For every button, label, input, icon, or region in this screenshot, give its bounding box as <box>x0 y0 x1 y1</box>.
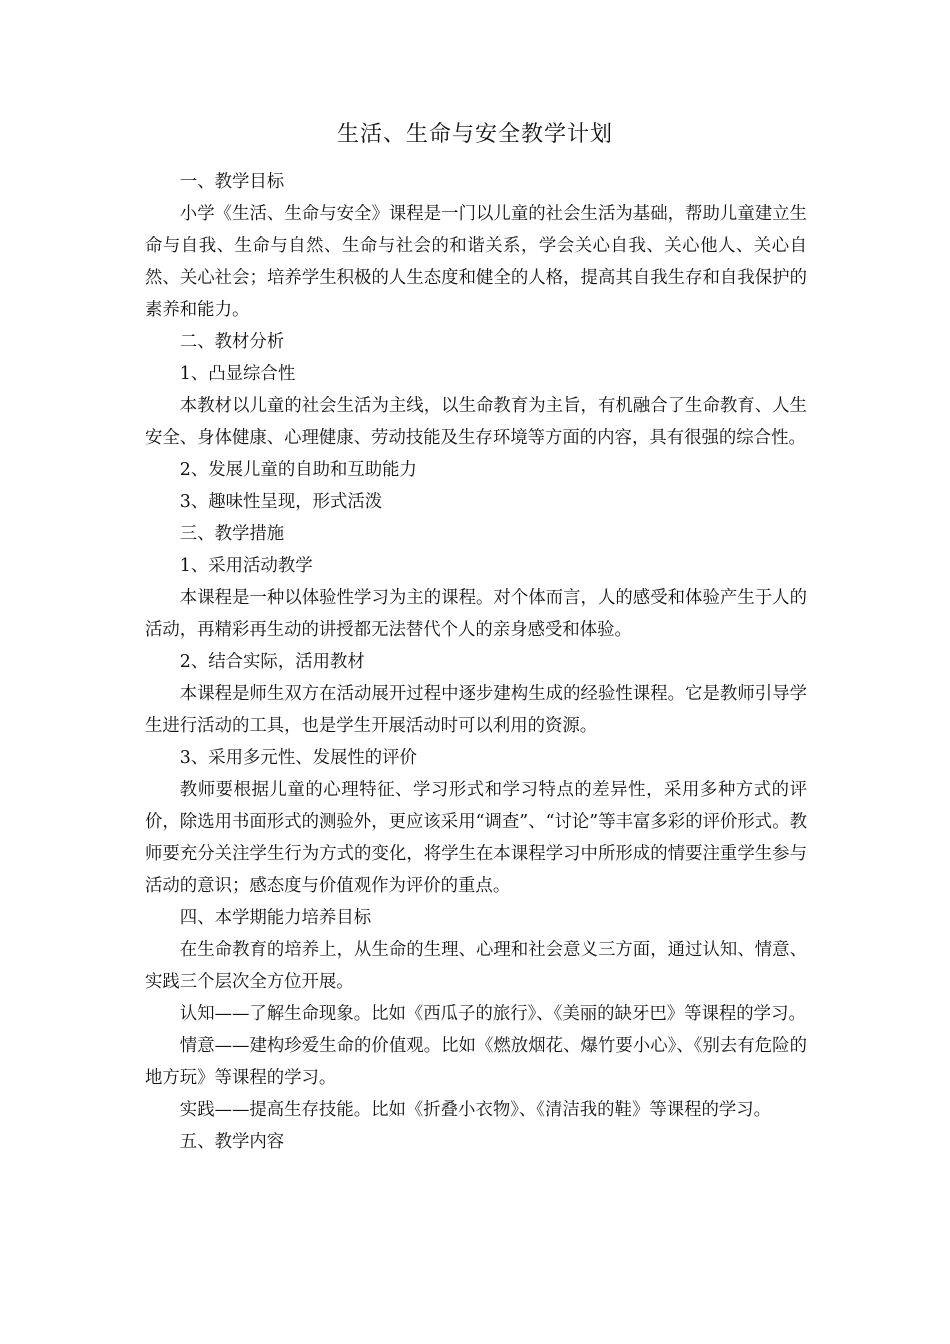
paragraph-practical: 本课程是师生双方在活动展开过程中逐步建构生成的经验性课程。它是教师引导学生进行活动的工具，也是学生开展活动时可以利用的资源。 <box>145 684 807 736</box>
subheading-activity-teaching: 1、采用活动教学 <box>179 556 313 576</box>
subheading-evaluation: 3、采用多元性、发展性的评价 <box>179 748 417 768</box>
paragraph-activity-teaching: 本课程是一种以体验性学习为主的课程。对个体而言，人的感受和体验产生于人的活动，再精彩再生动的讲授都无法替代个人的亲身感受和体验。 <box>145 588 807 640</box>
paragraph-cognition: 认知——了解生命现象。比如《西瓜子的旅行》、《美丽的缺牙巴》等课程的学习。 <box>179 1004 806 1024</box>
paragraph-practice: 实践——提高生存技能。比如《折叠小衣物》、《清洁我的鞋》等课程的学习。 <box>179 1100 772 1120</box>
paragraph-ability-goals: 在生命教育的培养上，从生命的生理、心理和社会意义三方面，通过认知、情意、实践三个层次全方位开展。 <box>145 940 807 992</box>
paragraph-comprehensive: 本教材以儿童的社会生活为主线，以生命教育为主旨，有机融合了生命教育、人生安全、身体健康、心理健康、劳动技能及生存环境等方面的内容，具有很强的综合性。 <box>145 396 807 448</box>
heading-teaching-content: 五、教学内容 <box>179 1132 285 1152</box>
document-title: 生活、生命与安全教学计划 <box>336 122 613 147</box>
paragraph-evaluation: 教师要根据儿童的心理特征、学习形式和学习特点的差异性，采用多种方式的评价，除选用书面形式的测验外，更应该采用“调查”、“讨论”等丰富多彩的评价形式。教师要充分关注学生行为方式的变化，将学生在本课程学习中所形成的情要注重学生参与活动的意识；感态度与价值观作为评价的重点。 <box>145 780 807 896</box>
heading-ability-goals: 四、本学期能力培养目标 <box>179 908 372 928</box>
paragraph-emotion: 情意——建构珍爱生命的价值观。比如《燃放烟花、爆竹要小心》、《别去有危险的地方玩》等课程的学习。 <box>145 1036 807 1088</box>
heading-teaching-goals: 一、教学目标 <box>179 172 285 192</box>
subheading-practical: 2、结合实际，活用教材 <box>179 652 365 672</box>
paragraph-course-intro: 小学《生活、生命与安全》课程是一门以儿童的社会生活为基础，帮助儿童建立生命与自我、生命与自然、生命与社会的和谐关系，学会关心自我、关心他人、关心自然、关心社会；培养学生积极的人生态度和健全的人格，提高其自我生存和自我保护的素养和能力。 <box>145 204 807 320</box>
subheading-self-help: 2、发展儿童的自助和互助能力 <box>179 460 417 480</box>
subheading-interesting: 3、趣味性呈现，形式活泼 <box>179 492 383 512</box>
heading-textbook-analysis: 二、教材分析 <box>179 332 285 352</box>
document-body <box>145 166 807 1158</box>
heading-teaching-measures: 三、教学措施 <box>179 524 285 544</box>
subheading-comprehensive: 1、凸显综合性 <box>179 364 296 384</box>
